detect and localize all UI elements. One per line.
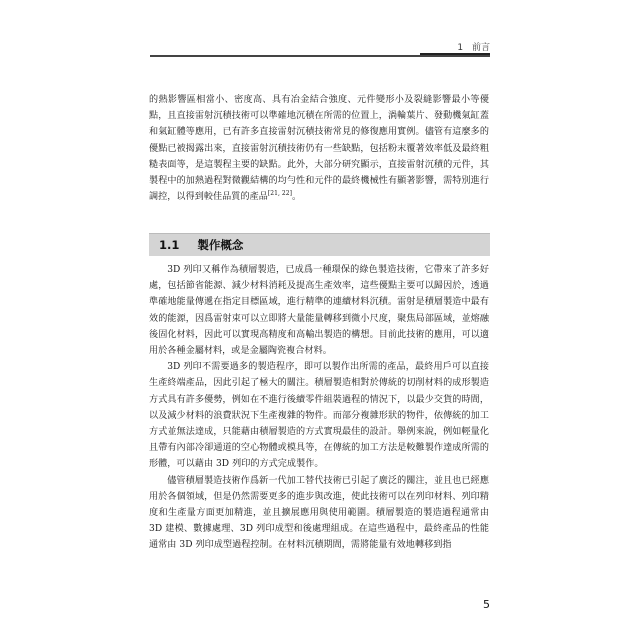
intro-paragraph bbox=[149, 92, 489, 205]
intro-text: 的熱影響區相當小、密度高、具有冶金結合強度、元件變形小及裂縫影響最小等優點，且直接雷射沉積技術可以準確地沉積在所需的位置上，渦輪葉片、發動機氣缸蓋和氣缸體等應用，已有許多直接雷射沉積技術常見的修復應用實例。儘管有這麼多的優點已被揭露出來，直接雷射沉積技術仍有一些缺點，包括粉末覆著效率低及最終粗糙表面等，是這製程主要的缺點。此外，大部分研究顯示，直接雷射沉積的元件，其製程中的加熱過程對微觀結構的均勻性和元件的最終機械性有顯著影響，需特別進行調控，以得到較佳品質的產品 bbox=[149, 95, 489, 203]
header-rule-accent bbox=[420, 53, 490, 55]
chapter-number: 1 bbox=[457, 43, 464, 53]
section-title: 製作概念 bbox=[197, 238, 244, 252]
intro-end: 。 bbox=[292, 192, 302, 203]
body-paragraph-1: 3D 列印又稱作為積層製造，已成爲一種環保的綠色製造技術，它帶來了許多好處，包括節省能源、減少材料消耗及提高生產效率，這些優點主要可以歸因於，透過準確地能量傳遞在指定目標區域，進行精準的連續材料沉積。雷射是積層製造中最有效的能源，因爲雷射束可以立即將大量能量轉移到微小尺度，聚焦局部區域，並熔融後固化材料，因此可以實現高精度和高輸出製造的構想。目前此技術的應用，可以適用於各種金屬材料，或是金屬陶瓷複合材料。 bbox=[149, 265, 489, 357]
body-paragraph-3: 儘管積層製造技術作爲新一代加工替代技術已引起了廣泛的關注，並且也已經應用於各個領域，但是仍然需要更多的進步與改進，使此技術可以在列印材料、列印精度和生產量方面更加精進，並且擴展應用與使用範圍。積層製造的製造過程通常由 3D 建模、數據處理、3D 列印成型和後處理組成。在這些過程中，最終產品的性能通常由 3D 列印成型過程控制。在材料沉積期間，需將能量有效地轉移到指 bbox=[149, 475, 489, 551]
section-body bbox=[149, 262, 489, 554]
section-heading bbox=[149, 233, 490, 256]
citation: [21, 22] bbox=[267, 190, 293, 198]
chapter-title: 前言 bbox=[471, 43, 490, 53]
header-rule bbox=[150, 55, 490, 57]
section-number: 1.1 bbox=[159, 238, 180, 252]
running-header bbox=[150, 40, 490, 53]
page-number: 5 bbox=[483, 598, 490, 611]
body-paragraph-2: 3D 列印不需要過多的製造程序，即可以製作出所需的產品，最終用戶可以直接生產終端產品，因此引起了極大的關注。積層製造相對於傳統的切削材料的成形製造方式具有許多優勢，例如在不進行後續零件組裝過程的情況下，以最少交貨的時間，以及減少材料的浪費狀況下生產複雜的物件。而部分複雜形狀的物件，依傳統的加工方式並無法達成，只能藉由積層製造的方式實現最佳的設計。舉例來說，例如輕量化且帶有內部冷卻通道的空心物體或模具等，在傳統的加工方法是較難製作達成所需的形體，可以藉由 3D 列印的方式完成製作。 bbox=[149, 362, 489, 470]
